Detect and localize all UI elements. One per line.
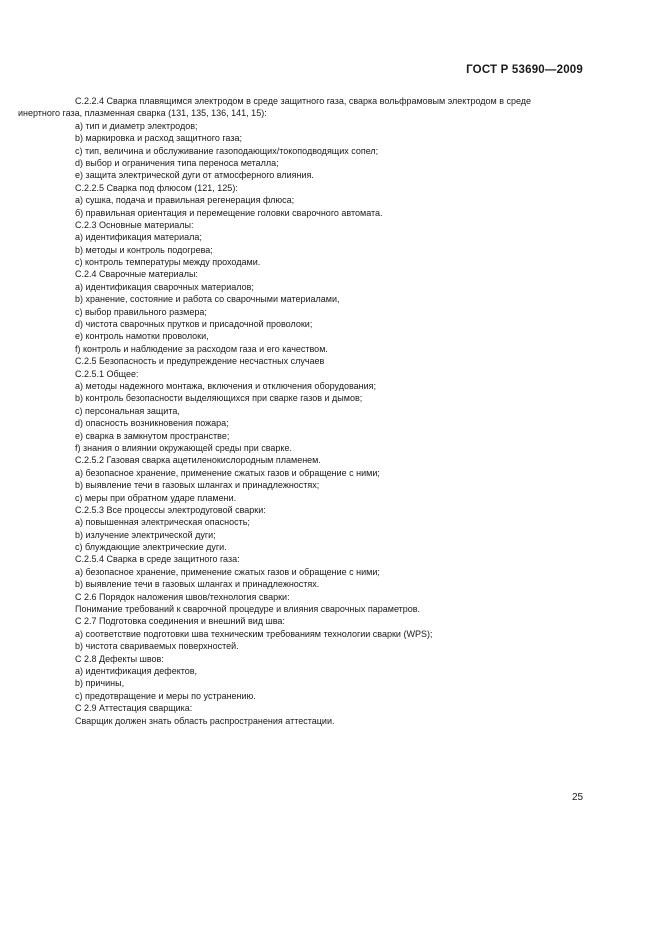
text-line: b) причины, [75, 678, 125, 689]
text-line: C 2.9 Аттестация сварщика: [75, 703, 193, 714]
text-line: C 2.6 Порядок наложения швов/технология сварки: [75, 591, 290, 602]
text-line: b) хранение, состояние и работа со сварочными материалами, [75, 294, 340, 305]
text-line: e) контроль намотки проволоки, [75, 331, 209, 342]
text-line: b) чистота свариваемых поверхностей. [75, 641, 239, 652]
text-line: b) выявление течи в газовых шлангах и принадлежностях; [75, 480, 320, 491]
text-line: c) блуждающие электрические дуги. [75, 542, 227, 553]
text-line: C 2.8 Дефекты швов: [75, 653, 164, 664]
text-line: e) сварка в замкнутом пространстве; [75, 430, 230, 441]
text-line: e) защита электрической дуги от атмосферного влияния. [75, 170, 314, 181]
text-line: C.2.5.3 Все процессы электродуговой сварки: [75, 504, 266, 515]
text-line: d) выбор и ограничения типа переноса металла; [75, 157, 279, 168]
text-line: a) тип и диаметр электродов; [75, 120, 198, 131]
text-line: a) методы надежного монтажа, включения и отключения оборудования; [75, 380, 377, 391]
text-line: C.2.5 Безопасность и предупреждение несчастных случаев [75, 356, 325, 367]
text-line: C.2.5.1 Общее: [75, 368, 139, 379]
text-line: a) идентификация сварочных материалов; [75, 281, 254, 292]
text-line: d) опасность возникновения пожара; [75, 418, 229, 429]
text-line: a) повышенная электрическая опасность; [75, 517, 250, 528]
text-line: a) идентификация материала; [75, 232, 202, 243]
text-line: C.2.2.4 Сварка плавящимся электродом в среде защитного газа, сварка вольфрамовым электродом в среде [75, 96, 532, 106]
text-line: b) маркировка и расход защитного газа; [75, 133, 242, 144]
text-line: a) сушка, подача и правильная регенерация флюса; [75, 195, 295, 206]
text-line: a) соответствие подготовки шва техническим требованиям технологии сварки (WPS); [75, 628, 433, 639]
document-body [18, 95, 588, 727]
text-line: C.2.3 Основные материалы: [75, 219, 194, 230]
text-line: b) контроль безопасности выделяющихся при сварке газов и дымов; [75, 393, 363, 404]
text-line: a) безопасное хранение, применение сжатых газов и обращение с ними; [75, 566, 380, 577]
page-number: 25 [572, 792, 584, 803]
text-line: C.2.5.2 Газовая сварка ацетиленокислородным пламенем. [75, 455, 321, 466]
text-line: C.2.5.4 Сварка в среде защитного газа: [75, 554, 240, 565]
text-line: d) чистота сварочных прутков и присадочной проволоки; [75, 319, 313, 330]
text-line: b) выявление течи в газовых шлангах и принадлежностях. [75, 579, 320, 590]
text-line: f) знания о влиянии окружающей среды при сварке. [75, 442, 292, 453]
text-line: c) предотвращение и меры по устранению. [75, 690, 256, 701]
text-line: инертного газа, плазменная сварка (131, 135, 136, 141, 15): [18, 108, 267, 119]
text-line: c) контроль температуры между проходами. [75, 257, 261, 268]
text-line: C.2.4 Сварочные материалы: [75, 269, 198, 280]
text-line: f) контроль и наблюдение за расходом газа и его качеством. [75, 343, 328, 354]
text-line: c) тип, величина и обслуживание газоподающих/токоподводящих сопел; [75, 145, 379, 156]
text-line: b) излучение электрической дуги; [75, 529, 216, 540]
text-line: Понимание требований к сварочной процедуре и влияния сварочных параметров. [75, 604, 421, 615]
text-line: б) правильная ориентация и перемещение головки сварочного автомата. [75, 207, 383, 218]
text-line: c) выбор правильного размера; [75, 306, 207, 317]
text-line: C 2.7 Подготовка соединения и внешний вид шва: [75, 616, 285, 627]
text-line: a) идентификация дефектов, [75, 665, 198, 676]
text-line: c) персональная защита, [75, 405, 180, 416]
text-line: b) методы и контроль подогрева; [75, 244, 213, 255]
text-line: Сварщик должен знать область распространения аттестации. [75, 715, 335, 726]
text-line: a) безопасное хранение, применение сжатых газов и обращение с ними; [75, 467, 380, 478]
text-line: C.2.2.5 Сварка под флюсом (121, 125): [75, 182, 238, 193]
document-header: ГОСТ Р 53690—2009 [466, 64, 583, 76]
text-line: c) меры при обратном ударе пламени. [75, 492, 237, 503]
